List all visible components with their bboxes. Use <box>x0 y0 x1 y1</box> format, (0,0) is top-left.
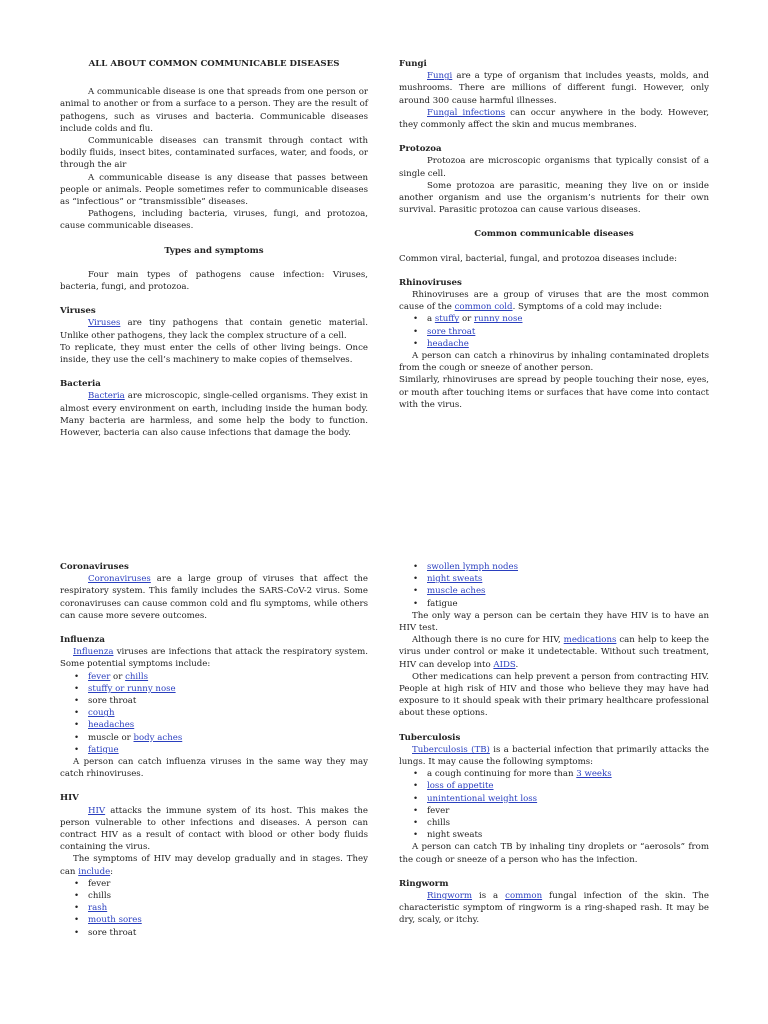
fever-link[interactable]: fever <box>88 671 111 682</box>
hiv-symptoms-list <box>60 878 368 939</box>
protozoa-paragraph-2: Some protozoa are parasitic, meaning they live on or inside another organism and use the organism’s nutrients for their own survival. Parasitic protozoa can cause various diseases. <box>399 180 709 216</box>
list-item <box>88 744 368 756</box>
rhinoviruses-paragraph-3: Similarly, rhinoviruses are spread by people touching their nose, eyes, or mouth after touching items or surfaces that have come into contact with the virus. <box>399 375 709 410</box>
list-item <box>88 707 368 719</box>
muscle-aches-link[interactable]: muscle aches <box>427 586 486 597</box>
column-top-right <box>399 58 709 411</box>
intro-paragraph-3: A communicable disease is any disease that passes between people or animals. People sometimes refer to communicable diseases as “infectious” or “transmissible” diseases. <box>60 172 368 208</box>
list-item: • muscle or body aches <box>88 732 368 744</box>
list-item <box>427 326 709 338</box>
list-item <box>88 683 368 695</box>
fungal-infections-link[interactable]: Fungal infections <box>427 107 506 118</box>
tuberculosis-heading: Tuberculosis <box>399 732 461 743</box>
hiv-symptoms-list-continued <box>399 561 709 610</box>
influenza-paragraph-2: A person can catch influenza viruses in the same way they may catch rhinoviruses. <box>60 757 368 780</box>
coronaviruses-heading: Coronaviruses <box>60 562 129 572</box>
list-item: • fatigue <box>427 598 709 610</box>
fungal-infections-paragraph: Fungal infections can occur anywhere in the body. However, they commonly affect the skin and mucus membranes. <box>399 107 709 131</box>
common-cold-link[interactable]: common cold <box>454 302 513 313</box>
ringworm-link[interactable]: Ringworm <box>427 891 473 902</box>
types-paragraph: Four main types of pathogens cause infection: Viruses, bacteria, fungi, and protozoa. <box>60 269 368 293</box>
fungi-link[interactable]: Fungi <box>427 71 453 82</box>
influenza-link[interactable]: Influenza <box>73 647 114 658</box>
list-item: • a cough continuing for more than 3 weeks <box>427 768 709 780</box>
list-item <box>88 719 368 731</box>
column-bottom-right <box>399 561 709 927</box>
common-diseases-heading: Common communicable diseases <box>474 229 634 240</box>
list-item <box>427 793 709 805</box>
runny-nose-link[interactable]: runny nose <box>473 314 523 325</box>
hiv-paragraph-3: The only way a person can be certain they have HIV is to have an HIV test. <box>399 610 709 634</box>
loss-of-appetite-link[interactable]: loss of appetite <box>427 781 494 792</box>
tb-symptoms-list <box>399 768 709 841</box>
column-bottom-left <box>60 561 368 939</box>
column-top-left <box>60 58 368 439</box>
rhinoviruses-heading: Rhinoviruses <box>399 277 462 288</box>
viruses-heading: Viruses <box>60 306 96 317</box>
bacteria-link[interactable]: Bacteria <box>88 391 125 402</box>
list-item: • sore throat <box>88 927 368 939</box>
coronaviruses-paragraph: Coronaviruses are a large group of viruses that affect the respiratory system. This family includes the SARS-CoV-2 virus. Some coronaviruses can cause common cold and flu symptoms, while others can cause more severe outcomes. <box>60 574 368 621</box>
swollen-lymph-nodes-link[interactable]: swollen lymph nodes <box>427 562 519 572</box>
medications-link[interactable]: medications <box>563 635 617 646</box>
headaches-link[interactable]: headaches <box>88 720 135 731</box>
cough-link[interactable]: cough <box>88 708 115 719</box>
influenza-heading: Influenza <box>60 635 105 646</box>
types-heading: Types and symptoms <box>164 245 264 256</box>
hiv-link[interactable]: HIV <box>88 805 106 816</box>
list-item <box>88 902 368 914</box>
list-item: • a stuffy or runny nose <box>427 313 709 325</box>
hiv-paragraph-1: HIV attacks the immune system of its host. This makes the person vulnerable to other infections and diseases. A person can contract HIV as a result of contact with blood or other body fluids containing the virus. <box>60 805 368 853</box>
viruses-paragraph-2: To replicate, they must enter the cells of other living beings. Once inside, they use the cell’s machinery to make copies of themselves. <box>60 342 368 366</box>
protozoa-heading: Protozoa <box>399 144 442 155</box>
rhinoviruses-paragraph-2: A person can catch a rhinovirus by inhaling contaminated droplets from the cough or sneeze of another person. <box>399 351 709 374</box>
bacteria-heading: Bacteria <box>60 379 101 390</box>
common-diseases-paragraph: Common viral, bacterial, fungal, and protozoa diseases include: <box>399 253 678 264</box>
weight-loss-link[interactable]: unintentional weight loss <box>427 793 538 804</box>
viruses-link[interactable]: Viruses <box>88 318 121 329</box>
tuberculosis-link[interactable]: Tuberculosis (TB) <box>412 744 490 755</box>
list-item: • chills <box>427 817 709 829</box>
rash-link[interactable]: rash <box>88 903 108 914</box>
ringworm-paragraph: Ringworm is a common fungal infection of the skin. The characteristic symptom of ringworm is a ring-shaped rash. It may be dry, scaly, or itchy. <box>399 891 710 926</box>
stuffy-runny-nose-link[interactable]: stuffy or runny nose <box>88 683 176 694</box>
list-item: • chills <box>88 890 368 902</box>
influenza-symptoms-list <box>60 671 368 756</box>
aids-link[interactable]: AIDS <box>493 659 516 670</box>
list-item <box>427 780 709 792</box>
coronaviruses-link[interactable]: Coronaviruses <box>88 574 151 585</box>
list-item: • night sweats <box>427 829 709 841</box>
rhinoviruses-paragraph-1: Rhinoviruses are a group of viruses that are the most common cause of the common cold. Symptoms of a cold may include: <box>399 290 709 313</box>
tuberculosis-paragraph-2: A person can catch TB by inhaling tiny droplets or “aerosols” from the cough or sneeze of a person who has the infection. <box>399 842 709 865</box>
list-item: • fever <box>88 878 368 890</box>
list-item: • sore throat <box>88 695 368 707</box>
cold-symptoms-list <box>399 313 709 350</box>
fungi-heading: Fungi <box>399 59 427 69</box>
hiv-paragraph-4: Although there is no cure for HIV, medications can help to keep the virus under control or make it undetectable. Without such treatment, HIV can develop into AIDS. <box>399 635 709 670</box>
headache-link[interactable]: headache <box>427 338 469 349</box>
body-aches-link[interactable]: body aches <box>133 732 183 743</box>
list-item <box>427 585 709 597</box>
influenza-paragraph: Influenza viruses are infections that attack the respiratory system. Some potential symptoms include: <box>60 647 368 670</box>
ringworm-heading: Ringworm <box>399 878 449 889</box>
list-item: • fever or chills <box>88 671 368 683</box>
list-item <box>427 561 709 573</box>
sore-throat-link[interactable]: sore throat <box>427 326 476 337</box>
tuberculosis-paragraph: Tuberculosis (TB) is a bacterial infection that primarily attacks the lungs. It may cause the following symptoms: <box>399 744 709 768</box>
stuffy-link[interactable]: stuffy <box>434 314 460 325</box>
common-link[interactable]: common <box>505 891 543 902</box>
protozoa-paragraph-1: Protozoa are microscopic organisms that typically consist of a single cell. <box>399 156 709 179</box>
three-weeks-link[interactable]: 3 weeks <box>576 769 612 780</box>
bacteria-paragraph: Bacteria are microscopic, single-celled organisms. They exist in almost every environment on earth, including inside the human body. Many bacteria are harmless, and some help the body to function. However, bacteria can also cause infections that damage the body. <box>60 391 368 439</box>
fungi-paragraph: Fungi are a type of organism that includes yeasts, molds, and mushrooms. There are millions of different fungi. However, only around 300 cause harmful illnesses. <box>399 71 709 106</box>
fatigue-link[interactable]: fatigue <box>88 744 119 755</box>
hiv-paragraph-2: The symptoms of HIV may develop gradually and in stages. They can include: <box>60 854 368 877</box>
viruses-paragraph-1: Viruses are tiny pathogens that contain genetic material. Unlike other pathogens, they lack the complex structure of a cell. <box>60 318 368 341</box>
chills-link[interactable]: chills <box>125 671 149 682</box>
hiv-paragraph-5: Other medications can help prevent a person from contracting HIV. People at high risk of HIV and those who believe they may have had exposure to it should speak with their primary healthcare professional about these options. <box>399 671 709 719</box>
night-sweats-link[interactable]: night sweats <box>427 574 483 585</box>
intro-paragraph-2: Communicable diseases can transmit through contact with bodily fluids, insect bites, contaminated surfaces, water, and foods, or through the air <box>60 136 368 171</box>
hiv-heading: HIV <box>60 793 79 804</box>
intro-paragraph-1: A communicable disease is one that spreads from one person or animal to another or from a surface to a person. They are the result of pathogens, such as viruses and bacteria. Communicable diseases include colds and flu. <box>60 87 368 134</box>
document-title: ALL ABOUT COMMON COMMUNICABLE DISEASES <box>88 59 340 69</box>
list-item: • fever <box>427 805 709 817</box>
include-link[interactable]: include <box>78 866 111 877</box>
intro-paragraph-4: Pathogens, including bacteria, viruses, fungi, and protozoa, cause communicable diseases. <box>60 209 368 232</box>
list-item <box>88 914 368 926</box>
list-item <box>427 573 709 585</box>
mouth-sores-link[interactable]: mouth sores <box>88 915 142 926</box>
list-item <box>427 338 709 350</box>
